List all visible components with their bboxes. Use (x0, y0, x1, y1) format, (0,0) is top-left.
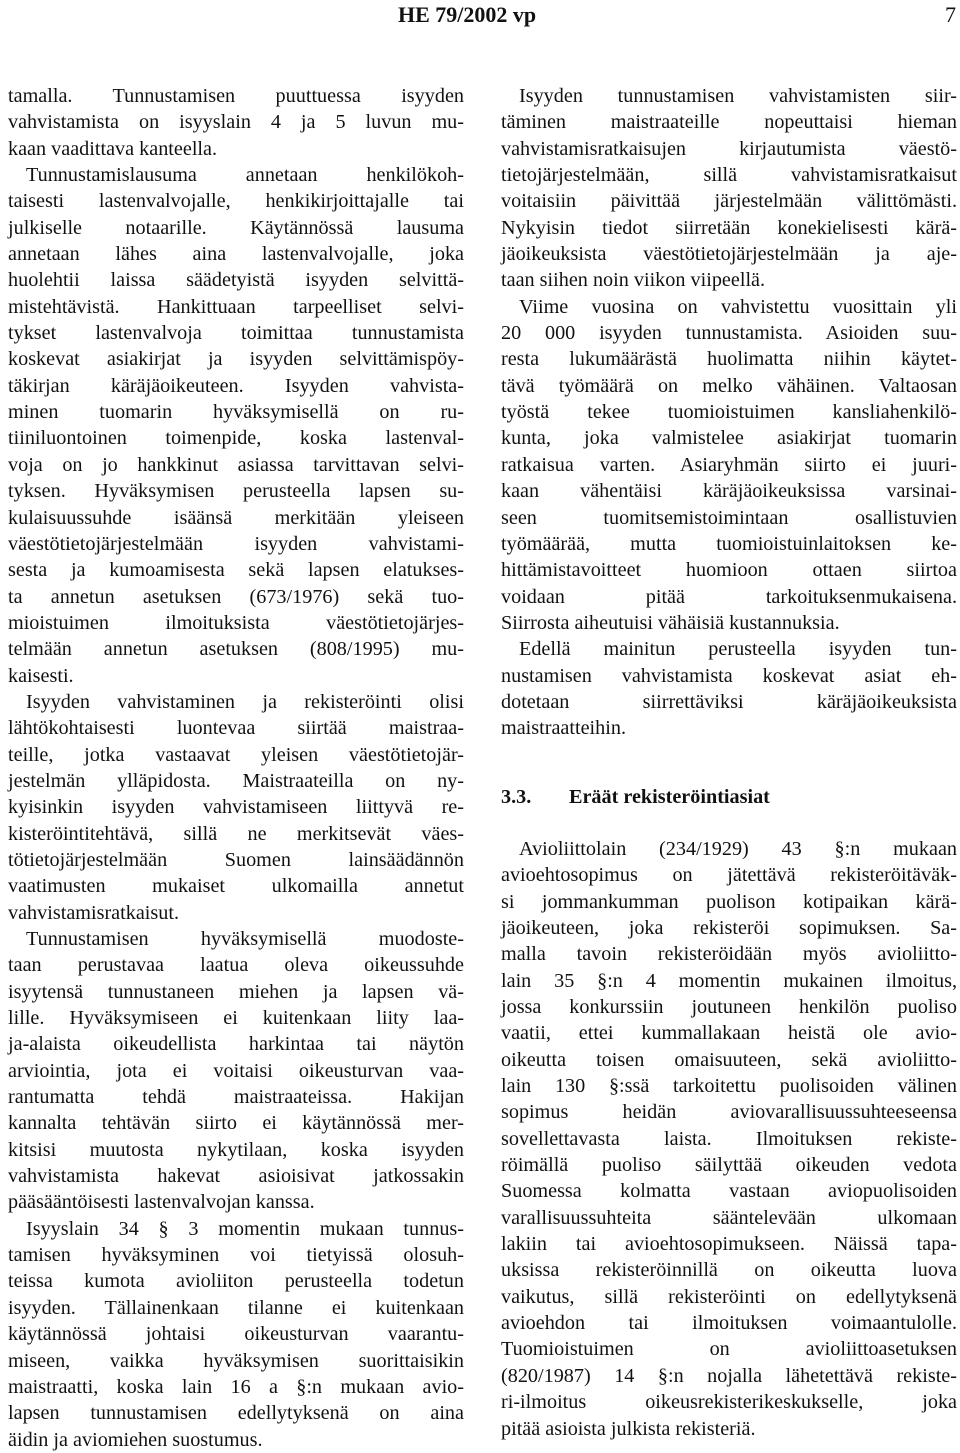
text-line: tyksen. Hyväksymisen perusteella lapsen su- (8, 480, 464, 503)
text-line: lakiin tai avioehtosopimukseen. Näissä tapa- (501, 1233, 957, 1256)
text-line: vahvistamista on isyyslain 4 ja 5 luvun mu- (8, 111, 464, 134)
text-line: sopimus heidän aviovarallisuussuhteeseensa (501, 1101, 957, 1124)
text-line: isyytensä tunnustaneen miehen ja lapsen vä- (8, 980, 464, 1003)
right-column-top-text (501, 83, 957, 742)
section-heading (501, 784, 957, 810)
text-line: 20 000 isyyden tunnustamista. Asioiden suu- (501, 322, 957, 345)
text-line: huolehtii laissa säädetyistä isyyden selvittä- (8, 269, 464, 292)
text-line: Tunnustamislausuma annetaan henkilökoh- (26, 164, 464, 187)
text-line: Tunnustamisen hyväksymisellä muodoste- (26, 928, 464, 950)
text-line: Tuomioistuimen on avioliittoasetuksen (501, 1338, 957, 1361)
text-line: käytännössä johtaisi oikeusturvan vaarantu- (8, 1323, 464, 1346)
text-line: ja-alaista oikeudellista harkintaa tai näytön (8, 1033, 464, 1056)
text-line: pitää asioista julkista rekisteriä. (501, 1417, 756, 1440)
text-line: vaatimusten mukaiset ulkomailla annetut (8, 875, 464, 898)
text-line: kaisesti. (8, 664, 74, 687)
text-line: telmään annetun asetuksen (808/1995) mu- (8, 638, 464, 661)
text-line: Suomessa kolmatta vastaan aviopuolisoiden (501, 1180, 957, 1203)
text-line: isyyden. Tällainenkaan tilanne ei kuitenkaan (8, 1296, 464, 1319)
text-line: (820/1987) 14 §:n nojalla lähetettävä rekiste- (501, 1364, 957, 1387)
text-line: jestelmän ylläpidosta. Maistraateilla on ny- (8, 769, 464, 792)
text-line: seen tuomitsemistoimintaan osallistuvien (501, 506, 957, 529)
text-line: jäoikeuksista väestötietojärjestelmään ja aje- (501, 243, 957, 266)
text-line: miseen, vaikka hyväksymisen suorittaisikin (8, 1349, 464, 1372)
text-line: sovellettavasta laista. Ilmoituksen rekiste- (501, 1127, 957, 1150)
text-line: kunta, joka valmistelee asiakirjat tuomarin (501, 427, 957, 450)
text-line: kaan vähentäisi käräjäoikeuksissa varsinai- (501, 480, 957, 503)
text-line: Nykyisin tiedot siirretään konekielisesti kärä- (501, 216, 957, 239)
text-line: uksissa rekisteröinnillä on oikeutta luova (501, 1259, 957, 1282)
text-line: taan siihen noin viikon viipeellä. (501, 269, 766, 292)
text-line: väestötietojärjestelmään isyyden vahvistami- (8, 532, 464, 555)
text-line: mioistuimen ilmoituksista väestötietojärjes- (8, 611, 464, 634)
text-line: Siirrosta aiheutuisi vähäisiä kustannuksia. (501, 611, 840, 634)
text-line: tävä työmäärä on melko vähäinen. Valtaosan (501, 374, 957, 397)
text-line: Isyyden tunnustamisen vahvistamisten siir- (519, 85, 957, 107)
text-line: dotetaan siirrettäviksi käräjäoikeuksista (501, 690, 957, 713)
text-line: tiiniluontoinen toimenpide, koska lastenval- (8, 427, 464, 450)
text-line: ta annetun asetuksen (673/1976) sekä tuo- (8, 585, 464, 608)
text-line: pääsääntöisesti lastenvalvojan kanssa. (8, 1191, 315, 1214)
text-line: mistehtävistä. Hankittuaan tarpeelliset selvi- (8, 295, 464, 318)
text-line: täkirjan käräjäoikeuteen. Isyyden vahvista- (8, 374, 464, 397)
text-line: arviointia, jota ei voitaisi oikeusturvan vaa- (8, 1059, 464, 1082)
text-line: lain 35 §:n 4 momentin mukainen ilmoitus, (501, 969, 957, 992)
text-line: kannalta tehtävän siirto ei käytännössä mer- (8, 1112, 464, 1135)
text-line: minen tuomarin hyväksymisellä on ru- (8, 401, 464, 424)
text-line: voidaan pitää tarkoituksenmukaisena. (501, 585, 957, 608)
text-line: Edellä mainitun perusteella isyyden tun- (519, 638, 957, 661)
text-line: täminen maistraateille nopeuttaisi hieman (501, 111, 957, 134)
text-line: kitsisi muutosta nykytilaan, koska isyyden (8, 1138, 464, 1161)
text-line: si jommankumman puolison kotipaikan kärä- (501, 890, 957, 913)
text-line: taisesti lastenvalvojalle, henkikirjoittajalle tai (8, 190, 464, 213)
text-line: vahvistamisratkaisut. (8, 901, 180, 924)
text-line: tamalla. Tunnustamisen puuttuessa isyyden (8, 85, 464, 107)
text-line: lain 130 §:ssä tarkoitettu puolisoiden välinen (501, 1075, 957, 1098)
right-column (501, 83, 957, 1442)
text-line: ratkaisua varten. Asiaryhmän siirto ei juuri- (501, 453, 957, 476)
text-line: tötietojärjestelmään Suomen lainsäädännön (8, 848, 464, 871)
text-line: julkiselle notaarille. Käytännössä lausuma (8, 216, 464, 239)
text-line: koskevat asiakirjat ja isyyden selvittämispöy- (8, 348, 464, 371)
text-line: Viime vuosina on vahvistettu vuosittain yli (519, 295, 957, 318)
text-line: vaatii, ettei kummallakaan heistä ole avio- (501, 1022, 957, 1045)
text-line: vaikutus, sillä rekisteröinti on edellytyksenä (501, 1285, 957, 1308)
text-line: Avioliittolain (234/1929) 43 §:n mukaan (519, 837, 957, 860)
text-line: rantumatta tehdä maistraateissa. Hakijan (8, 1086, 464, 1109)
text-line: lapsen tunnustamisen edellytyksenä on aina (8, 1402, 464, 1425)
text-line: työstä tekee tuomioistuimen kansliahenkilö- (501, 401, 957, 424)
page-number: 7 (945, 2, 956, 27)
text-line: nustamisen vahvistamista koskevat asiat eh- (501, 664, 957, 687)
text-line: ri-ilmoitus oikeusrekisterikeskukselle, joka (501, 1391, 957, 1414)
text-line: maistraatti, koska lain 16 a §:n mukaan avio- (8, 1375, 464, 1398)
text-line: Isyyslain 34 § 3 momentin mukaan tunnus- (26, 1217, 464, 1240)
text-line: Isyyden vahvistaminen ja rekisteröinti olisi (26, 690, 464, 713)
text-line: vahvistamista hakevat asioisivat jatkossakin (8, 1165, 464, 1188)
text-line: avioehdon tai ilmoituksen voimaantulolle. (501, 1312, 957, 1335)
text-line: oikeutta toisen omaisuuteen, sekä avioliitto- (501, 1048, 957, 1071)
left-column (8, 83, 464, 1453)
text-line: röimällä puoliso säilyttää oikeuden vedota (501, 1154, 957, 1177)
text-line: kyisinkin isyyden vahvistamiseen liittyvä re- (8, 796, 464, 819)
text-line: kulaisuussuhde isäänsä merkitään yleiseen (8, 506, 464, 529)
text-line: varallisuussuhteita sääntelevään ulkomaan (501, 1206, 957, 1229)
right-column-bottom-text (501, 836, 957, 1442)
text-line: lille. Hyväksymiseen ei kuitenkaan liity laa- (8, 1007, 464, 1030)
text-line: maistraatteihin. (501, 717, 627, 740)
text-line: tietojärjestelmään, sillä vahvistamisratkaisut (501, 164, 957, 187)
text-line: työmäärää, mutta tuomioistuinlaitoksen ke- (501, 532, 957, 555)
text-line: kisteröintitehtävä, sillä ne merkitsevät väes- (8, 822, 464, 845)
text-line: taan perustavaa laatua oleva oikeussuhde (8, 954, 464, 977)
section-title: Eräät rekisteröintiasiat (569, 785, 770, 808)
text-line: tamisen hyväksyminen voi tietyissä olosuh- (8, 1244, 464, 1267)
text-line: jäoikeuteen, joka rekisteröi sopimuksen. Sa- (501, 916, 957, 939)
text-line: teissa kumota avioliiton perusteella todetun (8, 1270, 464, 1293)
text-line: lähtökohtaisesti luontevaa siirtää maistraa- (8, 717, 464, 740)
text-line: malla tavoin rekisteröidään myös avioliitto- (501, 943, 957, 966)
text-line: äidin ja aviomiehen suostumus. (8, 1428, 263, 1451)
text-line: annetaan lähes aina lastenvalvojalle, joka (8, 243, 464, 266)
text-line: tykset lastenvalvoja toimittaa tunnustamista (8, 322, 464, 345)
text-line: jossa konkurssiin joutuneen henkilön puoliso (501, 996, 957, 1018)
text-line: hittämistavoitteet huomioon ottaen siirtoa (501, 559, 957, 582)
text-line: kaan vaadittava kanteella. (8, 137, 218, 160)
text-line: teille, jotka vastaavat yleisen väestötietojär- (8, 743, 464, 766)
text-line: voitaisiin päivittää järjestelmään välittömästi. (501, 190, 957, 213)
text-line: voja on jo hankkinut asiassa tarvittavan selvi- (8, 453, 464, 476)
text-line: avioehtosopimus on jätettävä rekisteröitäväk- (501, 864, 957, 887)
document-id: HE 79/2002 vp (398, 2, 537, 27)
text-line: vahvistamisratkaisujen kirjautumista väestö- (501, 137, 957, 160)
section-number: 3.3. (501, 785, 532, 808)
text-line: sesta ja kumoamisesta sekä lapsen elatukses- (8, 559, 464, 582)
text-line: resta lukumäärästä huolimatta niihin käytet- (501, 348, 957, 371)
